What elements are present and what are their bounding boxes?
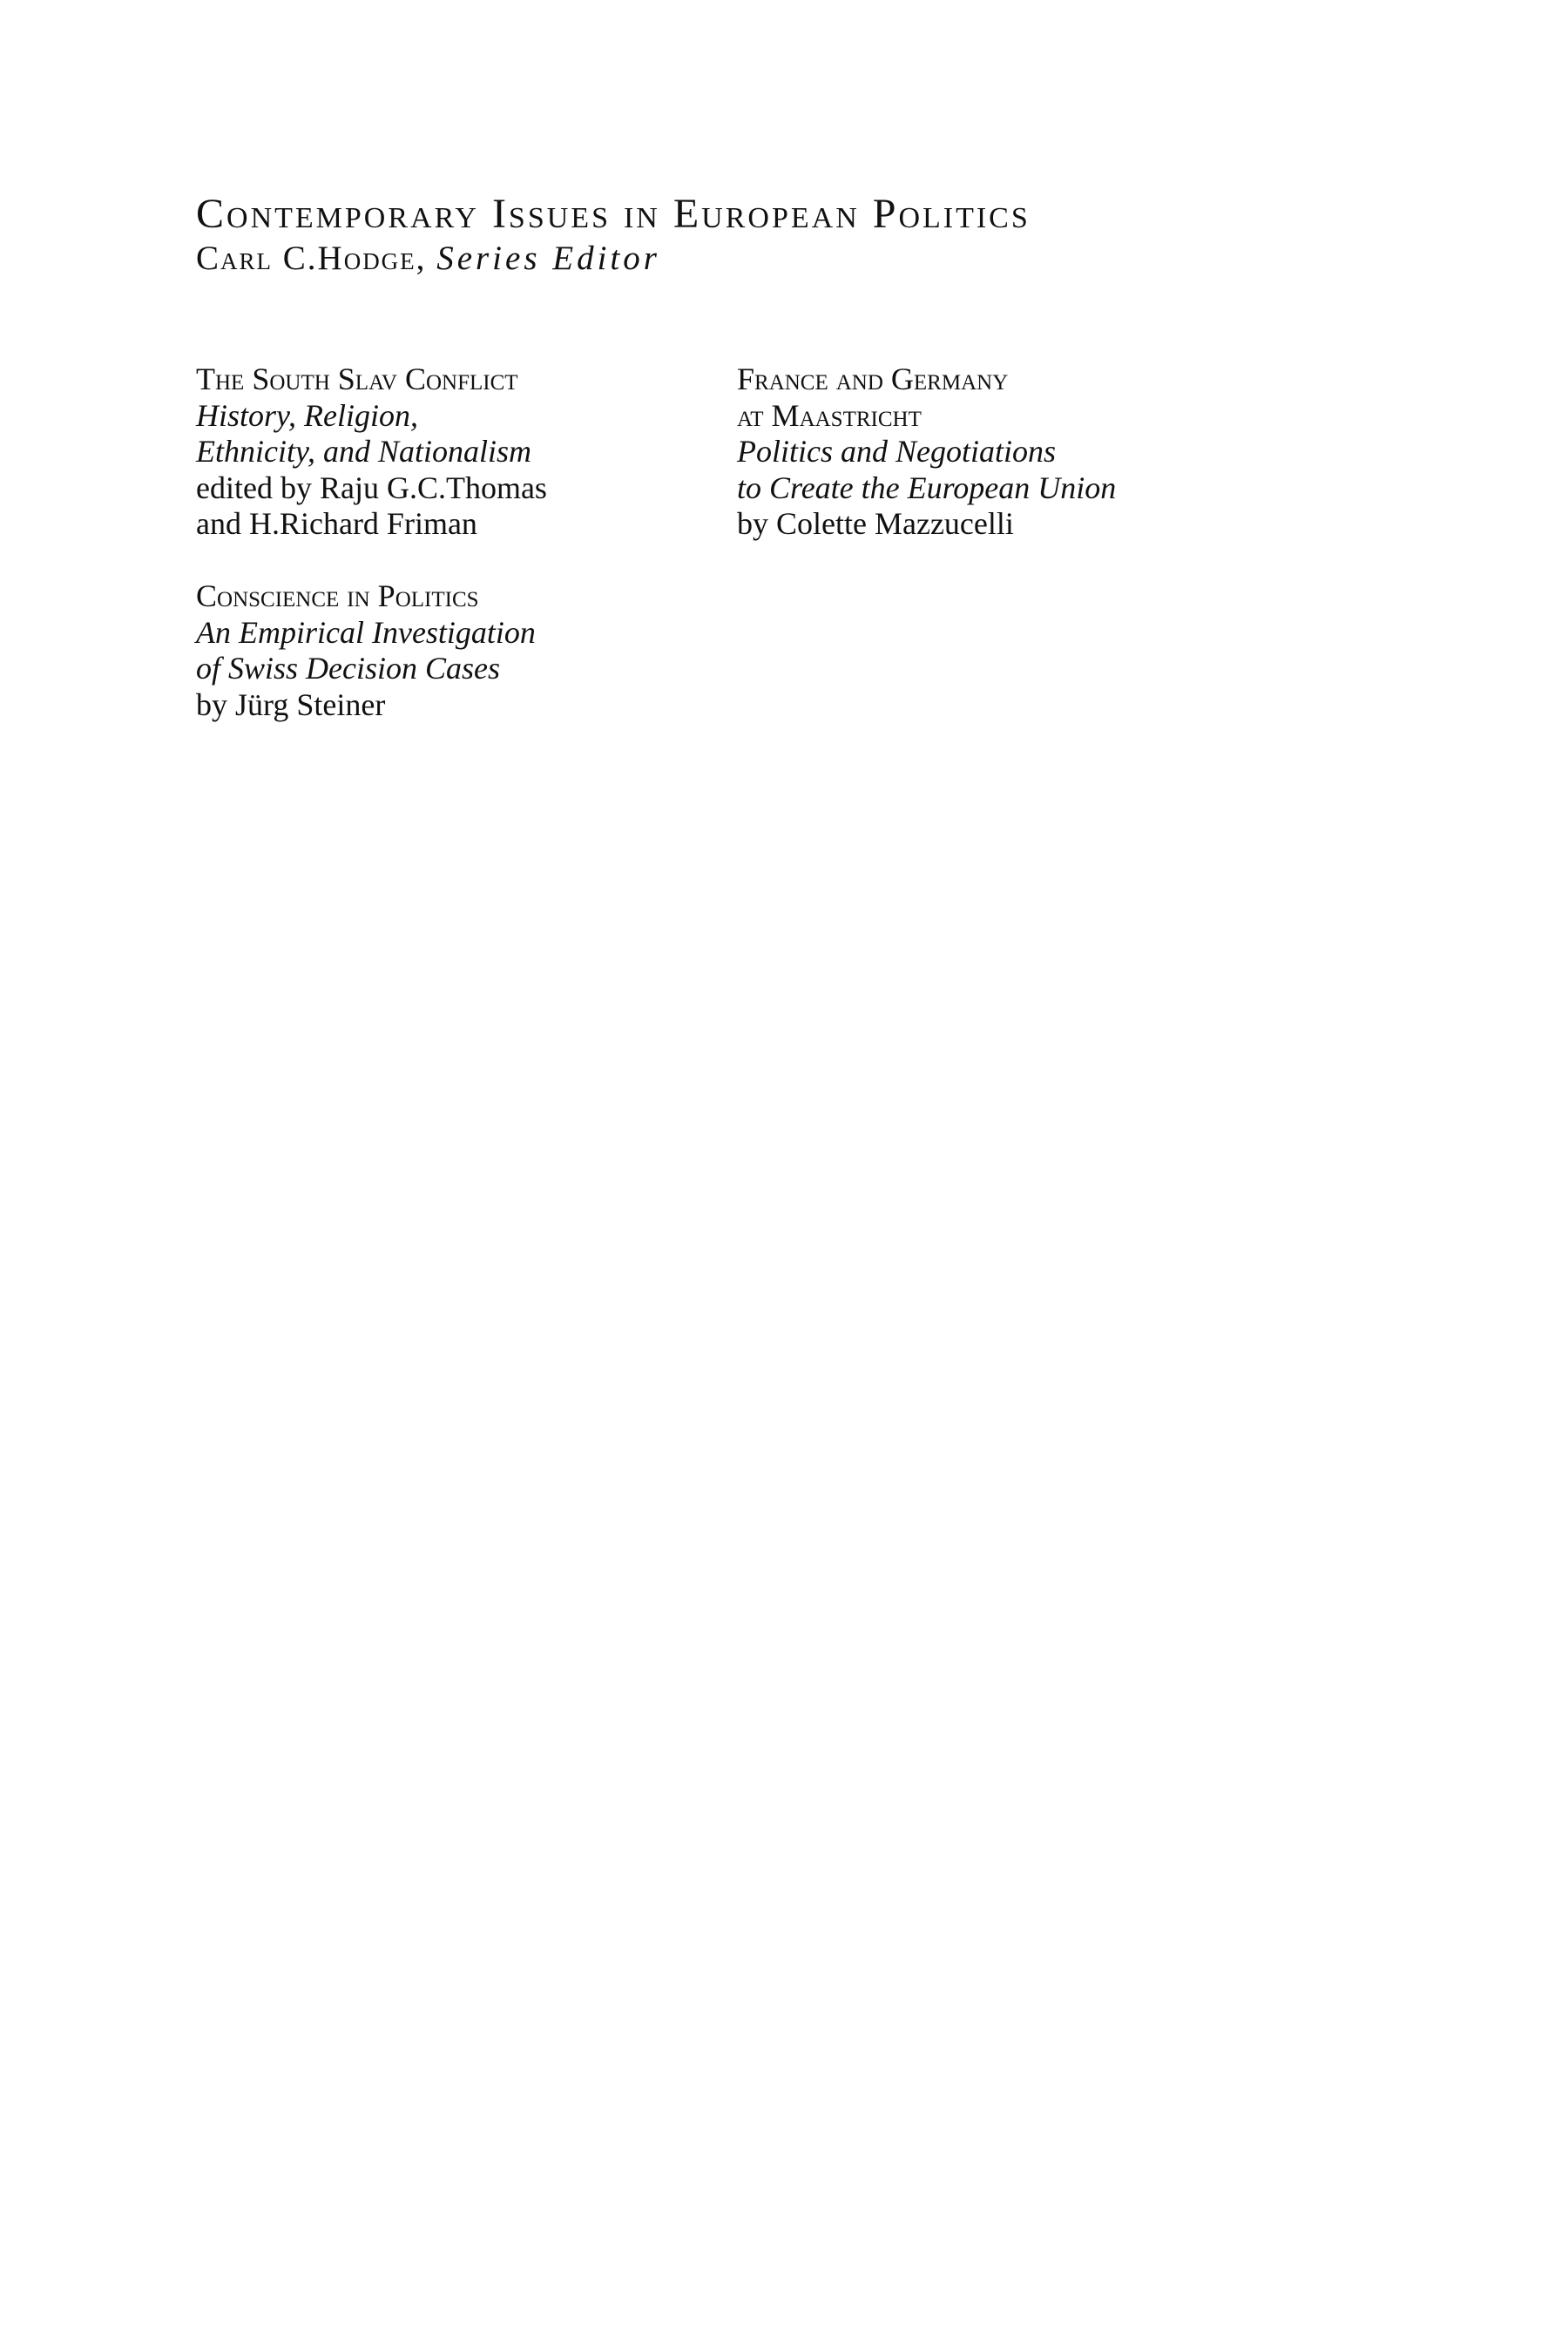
book-entry-conscience-in-politics (196, 578, 536, 723)
book-credit: and H.Richard Friman (196, 506, 477, 541)
book-subtitle: Ethnicity, and Nationalism (196, 434, 531, 469)
book-title: Conscience in Politics (196, 578, 479, 613)
series-header (196, 190, 1416, 279)
book-subtitle: to Create the European Union (737, 470, 1117, 505)
book-subtitle: of Swiss Decision Cases (196, 651, 501, 686)
book-entry-france-and-germany (737, 362, 1116, 543)
book-credit: edited by Raju G.C.Thomas (196, 470, 547, 505)
series-editor-role: Series Editor (436, 240, 660, 277)
book-subtitle: History, Religion, (196, 397, 418, 433)
series-editor-name: Carl C.Hodge, (196, 240, 427, 277)
book-credit: by Jürg Steiner (196, 686, 386, 722)
book-title: The South Slav Conflict (196, 362, 518, 396)
book-title: France and Germany (737, 362, 1009, 396)
book-subtitle: An Empirical Investigation (196, 614, 536, 650)
book-credit: by Colette Mazzucelli (737, 506, 1014, 541)
series-title: Contemporary Issues in European Politics (196, 191, 1031, 237)
book-title: at Maastricht (737, 397, 922, 433)
book-subtitle: Politics and Negotiations (737, 434, 1056, 469)
series-editor (196, 239, 1416, 279)
book-entry-south-slav-conflict (196, 362, 547, 543)
